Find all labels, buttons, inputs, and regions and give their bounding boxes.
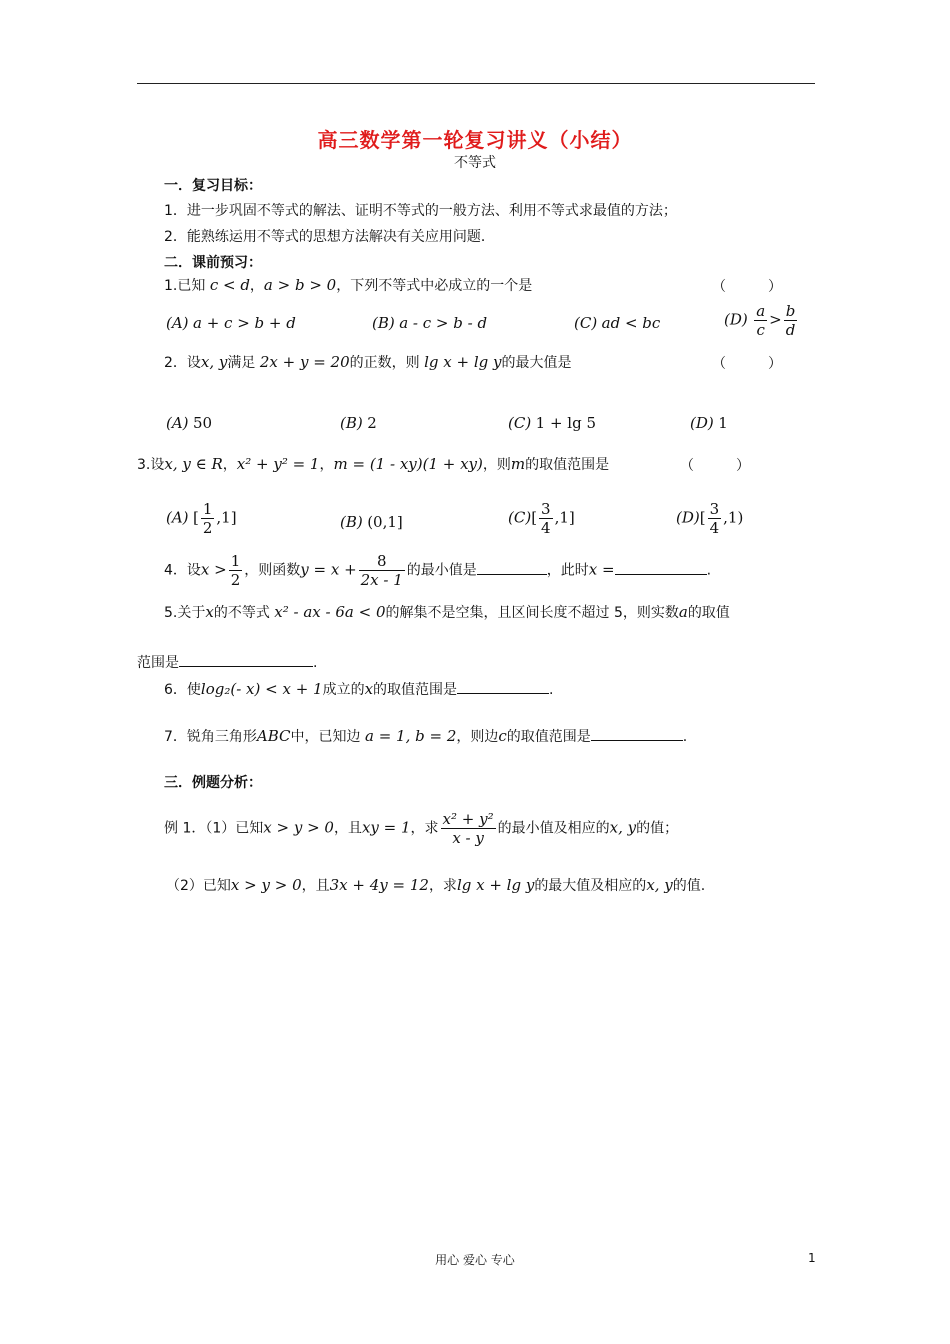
fraction: $\frac{b}{d}$ [785, 302, 796, 339]
q1-option-b: (B) a - c > b - d [372, 314, 488, 332]
goal-item: 2．能熟练运用不等式的思想方法解决有关应用问题． [164, 229, 495, 245]
q3-option-c: (C)[ $\frac{3}{4}$ ,1] [508, 500, 575, 537]
page-number: 1 [808, 1251, 816, 1265]
answer-blank[interactable] [591, 726, 683, 741]
question-6: 6．使log₂(- x) < x + 1成立的x的取值范围是 . [164, 680, 554, 698]
page-footer: 用心 爱心 专心 [435, 1253, 515, 1267]
question-7: 7．锐角三角形ABC中，已知边 a = 1, b = 2，则边c的取值范围是 . [164, 727, 688, 745]
question-4: 4．设x > $\frac{1}{2}$ ，则函数y = x + $\frac{8}{2x - 1}$ 的最小值是 ，此时x = . [164, 552, 712, 589]
section-heading-goals: 一．复习目标： [164, 178, 262, 194]
answer-blank[interactable] [179, 652, 313, 667]
fraction: $\frac{\text{x² + y²}}{x - y}$ [442, 810, 494, 847]
page-subtitle: 不等式 [454, 155, 496, 171]
q2-option-c: (C) 1 + lg 5 [508, 414, 596, 432]
example-1-part-2: （2）已知x > y > 0，且3x + 4y = 12，求lg x + lg y的最大值及相应的x, y的值. [166, 876, 706, 894]
q3-option-d: (D)[ $\frac{3}{4}$ ,1) [676, 500, 744, 537]
goal-item: 1．进一步巩固不等式的解法、证明不等式的一般方法、利用不等式求最值的方法； [164, 203, 677, 219]
question-2: 2．设x, y满足 2x + y = 20的正数，则 lg x + lg y的最大值是 [164, 353, 572, 371]
q3-answer-paren: （ ） [680, 458, 750, 474]
example-1-part-1: 例 1．（1）已知x > y > 0，且xy = 1，求 $\frac{\text{x² + y²}}{x - y}$ 的最小值及相应的x, y的值； [164, 810, 679, 847]
q2-option-b: (B) 2 [340, 414, 377, 432]
q2-answer-paren: （ ） [712, 356, 782, 372]
q2-option-d: (D) 1 [690, 414, 728, 432]
question-5: 5.关于x的不等式 x² - ax - 6a < 0的解集不是空集，且区间长度不超过 5，则实数a的取值 [164, 603, 730, 621]
question-3: 3.设x, y ∈ R，x² + y² = 1，m = (1 - xy)(1 + xy)，则m的取值范围是 [137, 455, 610, 473]
q1-prefix: 1.已知 [164, 278, 206, 294]
header-rule [137, 83, 815, 84]
q1-option-a: (A) a + c > b + d [166, 314, 296, 332]
fraction: $\frac{a}{c}$ [756, 302, 766, 339]
fraction: $\frac{8}{2x - 1}$ [360, 552, 403, 589]
answer-blank[interactable] [477, 560, 547, 575]
section-heading-examples: 三．例题分析： [164, 775, 262, 791]
fraction: $\frac{3}{4}$ [541, 500, 551, 537]
fraction: $\frac{1}{2}$ [230, 552, 241, 589]
page-title: 高三数学第一轮复习讲义（小结） [317, 128, 633, 152]
answer-blank[interactable] [615, 560, 707, 575]
section-heading-preview: 二．课前预习： [164, 255, 262, 271]
q1-option-c: (C) ad < bc [574, 314, 661, 332]
answer-blank[interactable] [457, 679, 549, 694]
q1-cond2: a > b > 0 [263, 276, 337, 294]
q1-option-d: (D) $\frac{a}{c}$ > $\frac{b}{d}$ [724, 302, 796, 339]
question-5-continued: 范围是 . [137, 652, 317, 673]
fraction: $\frac{3}{4}$ [709, 500, 720, 537]
q2-option-a: (A) 50 [166, 414, 213, 432]
fraction: $\frac{1}{2}$ [202, 500, 213, 537]
q1-answer-paren: （ ） [712, 279, 782, 295]
q3-option-b: (B) (0,1] [340, 513, 403, 531]
q3-option-a: (A) [ $\frac{1}{2}$ ,1] [166, 500, 237, 537]
q1-cond1: c < d [209, 276, 250, 294]
question-1: 1.已知 c < d，a > b > 0，下列不等式中必成立的一个是 [164, 276, 533, 294]
q1-suffix: ，下列不等式中必成立的一个是 [336, 278, 533, 294]
